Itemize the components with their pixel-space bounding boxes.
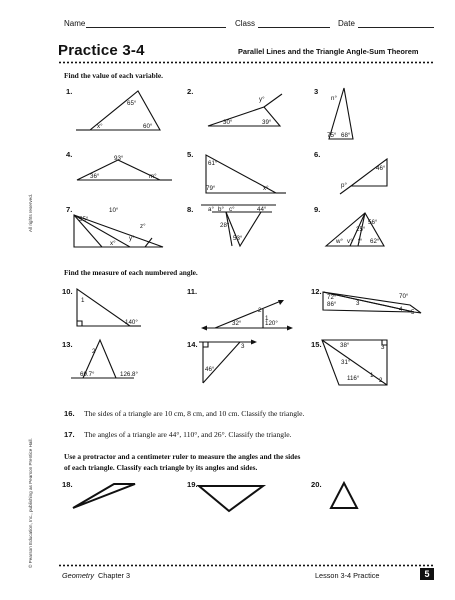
page-title: Practice 3-4 [58,42,145,59]
angle-label: 5 [411,309,415,316]
angle-label: 75° [327,132,337,139]
angle-label: 25° [356,226,366,233]
angle-label: c° [229,206,235,213]
figure-10 [77,289,141,326]
question-text: The angles of a triangle are 44°, 110°, and 26°. Classify the triangle. [84,430,292,439]
angle-label: y° [259,96,265,103]
figure-2 [208,94,282,126]
angle-label: p° [341,182,347,189]
angle-label: v° [347,238,353,245]
publisher-text: © Pearson Education, Inc., publishing as Pearson Prentice Hall. [28,438,33,568]
problem-number: 14. [187,340,198,349]
angle-label: 46° [205,366,215,373]
angle-label: 44° [257,206,267,213]
question-text: The sides of a triangle are 10 cm, 8 cm, and 10 cm. Classify the triangle. [84,409,305,418]
section1-instruction: Find the value of each variable. [64,71,163,80]
problem-number: 2. [187,87,194,96]
angle-label: t° [358,238,363,245]
angle-label: 55° [79,216,89,223]
footer-divider [58,564,434,567]
problem-number: 11. [187,287,198,296]
angle-label: 3 [356,300,360,307]
figure-11 [201,300,293,331]
date-label: Date [338,19,355,28]
angle-label: 39° [262,119,272,126]
angle-label: 68° [341,132,351,139]
angle-label: 72° [327,294,337,301]
angle-label: z° [140,223,146,230]
figure-6 [340,159,387,194]
figure-18 [73,484,135,508]
question-number: 16. [64,409,75,418]
rights-text: All rights reserved. [28,193,33,232]
angle-label: 31° [341,359,351,366]
footer-course: Geometry [62,571,95,580]
page-subtitle: Parallel Lines and the Triangle Angle-Sum Theorem [238,47,419,56]
angle-label: 4 [399,306,403,313]
problem-number: 12. [311,287,322,296]
angle-label: x° [110,240,116,247]
problem-number: 18. [62,480,73,489]
angle-label: w° [336,238,343,245]
angle-label: 116° [347,375,360,382]
angle-label: 120° [265,320,278,327]
angle-label: 28° [220,222,230,229]
problem-number: 9. [314,205,321,214]
angle-label: m° [149,173,157,180]
angle-label: 56° [368,219,378,226]
figure-19 [199,486,263,511]
angle-label: 70° [399,293,409,300]
footer-lesson: Lesson 3-4 Practice [315,571,380,580]
class-label: Class [235,19,256,28]
figure-14 [199,340,257,384]
problem-number: 7. [66,205,73,214]
angle-label: 65° [127,100,137,107]
figure-20 [331,483,357,508]
angle-label: 79° [206,185,216,192]
angle-label: 126.8° [120,371,138,378]
angle-label: x° [97,123,103,130]
figure-3 [327,88,353,139]
angle-label: 1 [265,315,269,322]
problem-number: 1. [66,87,73,96]
problem-number: 13. [62,340,73,349]
problem-number: 5. [187,150,194,159]
angle-label: 32° [232,320,242,327]
problem-number: 8. [187,205,194,214]
angle-label: 46° [376,165,386,172]
angle-label: n° [331,95,337,102]
angle-label: 62° [370,238,380,245]
page-number: 5 [420,568,434,580]
angle-label: 10° [109,207,119,214]
problem-number: 20. [311,480,322,489]
angle-label: 3 [381,344,385,351]
angle-label: 53° [233,235,243,242]
angle-label: a° [208,206,214,213]
angle-label: 2 [258,307,262,314]
angle-label: 2 [379,377,383,384]
angle-label: 1 [81,297,85,304]
figure-13 [71,340,138,378]
section2-instruction: Find the measure of each numbered angle. [64,268,198,277]
problem-number: 15. [311,340,322,349]
question-number: 17. [64,430,75,439]
figure-1 [76,91,160,130]
figure-7 [74,207,163,247]
section3-instruction-line2: of each triangle. Classify each triangle by its angles and sides. [64,463,258,472]
figure-12 [323,292,421,316]
angle-label: 38° [340,342,350,349]
name-label: Name [64,19,86,28]
angle-label: b° [218,206,224,213]
angle-label: 93° [114,155,124,162]
angle-label: 36° [90,173,100,180]
figure-5 [206,155,286,193]
angle-label: 1 [370,372,374,379]
angle-label: 69.7° [80,371,95,378]
figure-8 [201,205,276,246]
section3-instruction-line1: Use a protractor and a centimeter ruler to measure the angles and the sides [64,452,301,461]
angle-label: x° [263,185,269,192]
problem-number: 6. [314,150,321,159]
angle-label: 140° [125,319,138,326]
angle-label: 86° [327,301,337,308]
problem-number: 3 [314,87,319,96]
angle-label: 60° [143,123,153,130]
footer-chapter: Chapter 3 [98,571,131,580]
figure-15 [322,340,387,385]
angle-label: 61° [208,160,218,167]
angle-label: 30° [223,119,233,126]
problem-number: 4. [66,150,73,159]
angle-label: 3 [241,343,245,350]
figure-9 [326,213,384,246]
problem-number: 10. [62,287,73,296]
figure-4 [77,155,172,180]
problem-number: 19. [187,480,198,489]
angle-label: y° [129,235,135,242]
angle-label: 2 [92,348,96,355]
